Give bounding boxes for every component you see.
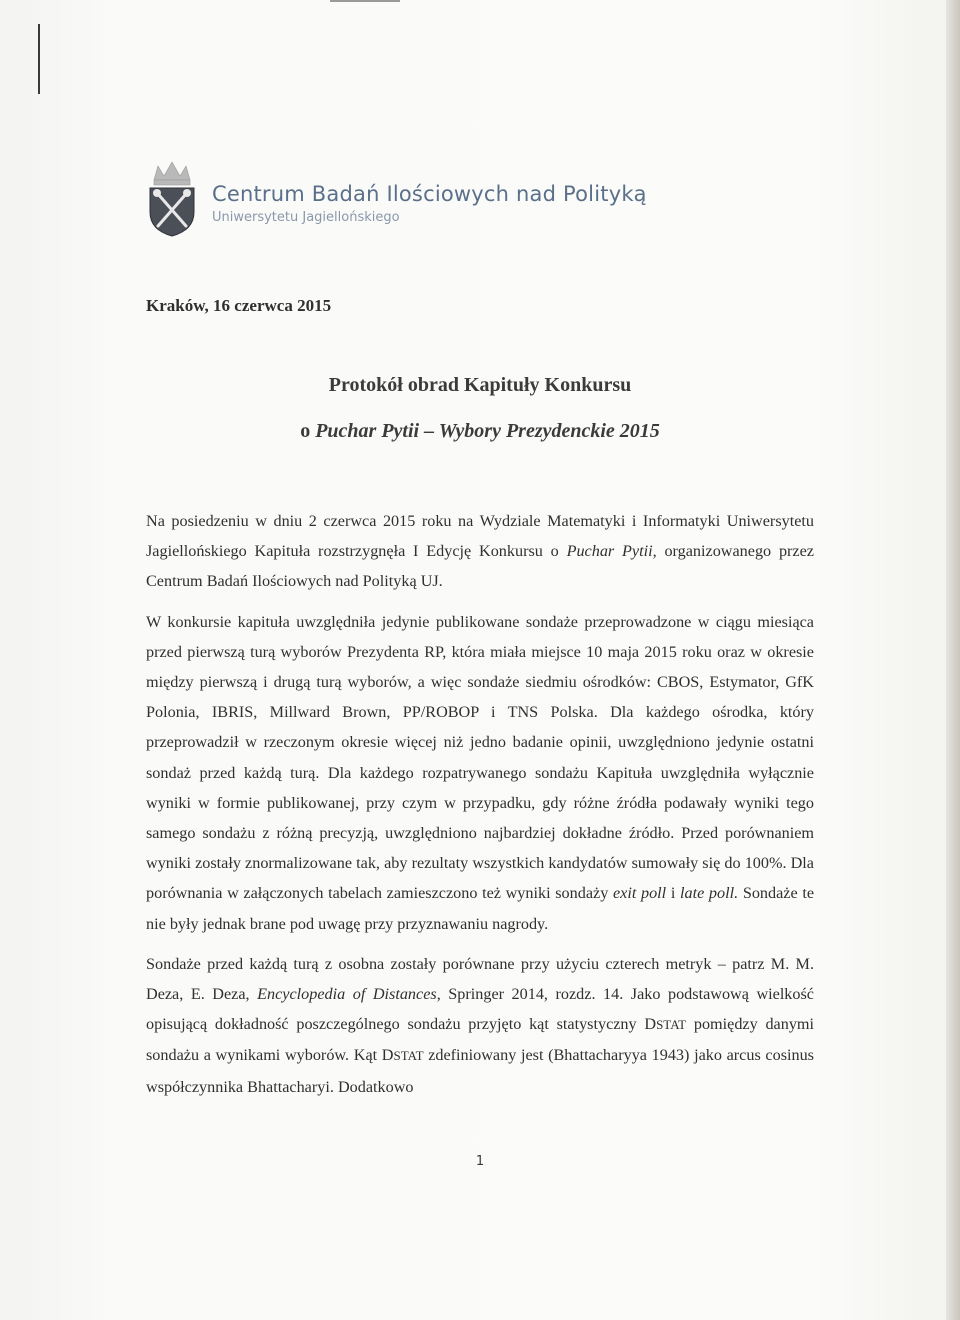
document-subtitle — [0, 420, 960, 443]
organization-subtitle: Uniwersytetu Jagiellońskiego — [212, 210, 400, 225]
text-run: pomiędzy danymi sondażu a wynikami wyborów. Kąt D — [146, 1015, 815, 1065]
text-run: zdefiniowany jest (Bhattacharyya 1943) jako arcus cosinus współczynnika Bhattacharyi. Dodatkowo — [146, 1046, 814, 1096]
document-title: Protokół obrad Kapituły Konkursu — [328, 374, 632, 396]
text-run: Na posiedzeniu w dniu 2 czerwca 2015 roku na Wydziale Matematyki i Informatyki Uniwersytetu Jagiellońskiego Kapituła rozstrzygnęła I Edycję Konkursu o — [146, 512, 814, 561]
organization-name: Centrum Badań Ilościowych nad Polityką — [212, 182, 647, 206]
university-crest-icon — [146, 160, 198, 238]
text-run: W konkursie kapituła uwzględniła jedynie publikowane sondaże przeprowadzone w ciągu miesiąca przed pierwszą turą wyborów Prezydenta RP, która miała miejsce 10 maja 2015 roku oraz w okresie między pierwszą i drugą turą wyborów, a więc sondaże siedmiu ośrodków: CBOS, Estymator, GfK Polonia, IBRIS, Millward Brown, PP/ROBOP i TNS Polska. Dla każdego ośrodka, który przeprowadził w rzeczonym okresie więcej niż jedno badanie opinii, uwzględniono jedynie ostatni sondaż przed każdą turą. Dla każdego rozpatrywanego sondażu Kapituła uwzględniła wyłącznie wyniki w formie publikowanej, przy czym w przypadku, gdy różne źródła podawały wyniki tego samego sondażu z różną precyzją, uwzględniono najbardziej dokładne źródło. Przed porównaniem wyniki zostały znormalizowane tak, aby rezultaty wszystkich kandydatów sumowały się do 100%. Dla porównania w załączonych tabelach zamieszczono też wyniki sondaży — [146, 612, 814, 903]
text-run: , Springer 2014, rozdz. 14. Jako podstawową wielkość opisującą dokładność poszczególnego sondażu przyjęto kąt statystyczny D — [146, 985, 814, 1034]
scan-mark — [330, 0, 400, 2]
paragraph-3 — [146, 949, 814, 1102]
text-run: Sondaże te nie były jednak brane pod uwagę przy przyznawaniu nagrody. — [146, 884, 815, 933]
paragraph-1 — [146, 506, 814, 597]
text-run-smallcaps: STAT — [393, 1048, 424, 1064]
text-run-smallcaps: STAT — [656, 1017, 687, 1033]
document-body — [146, 506, 814, 1112]
text-run-italic: Puchar Pytii, — [566, 542, 657, 561]
letterhead — [146, 160, 706, 240]
text-run-italic: exit poll — [612, 884, 667, 903]
text-run-italic: Encyclopedia of Distances — [257, 985, 437, 1004]
text-run: organizowanego przez Centrum Badań Ilościowych nad Polityką UJ. — [146, 542, 814, 591]
text-run-italic: late poll. — [680, 884, 739, 903]
scan-edge — [946, 0, 960, 1320]
page-number: 1 — [475, 1154, 485, 1169]
subtitle-contest-name: Puchar Pytii – Wybory Prezydenckie 2015 — [315, 420, 660, 442]
document-date: Kraków, 16 czerwca 2015 — [146, 296, 332, 315]
text-run: Sondaże przed każdą turą z osobna zostały porównane przy użyciu czterech metryk – patrz M. M. Deza, E. Deza, — [146, 954, 814, 1004]
text-run: i — [666, 884, 680, 903]
paragraph-2 — [146, 607, 814, 939]
subtitle-prefix: o — [300, 420, 316, 442]
scan-mark — [38, 24, 40, 94]
